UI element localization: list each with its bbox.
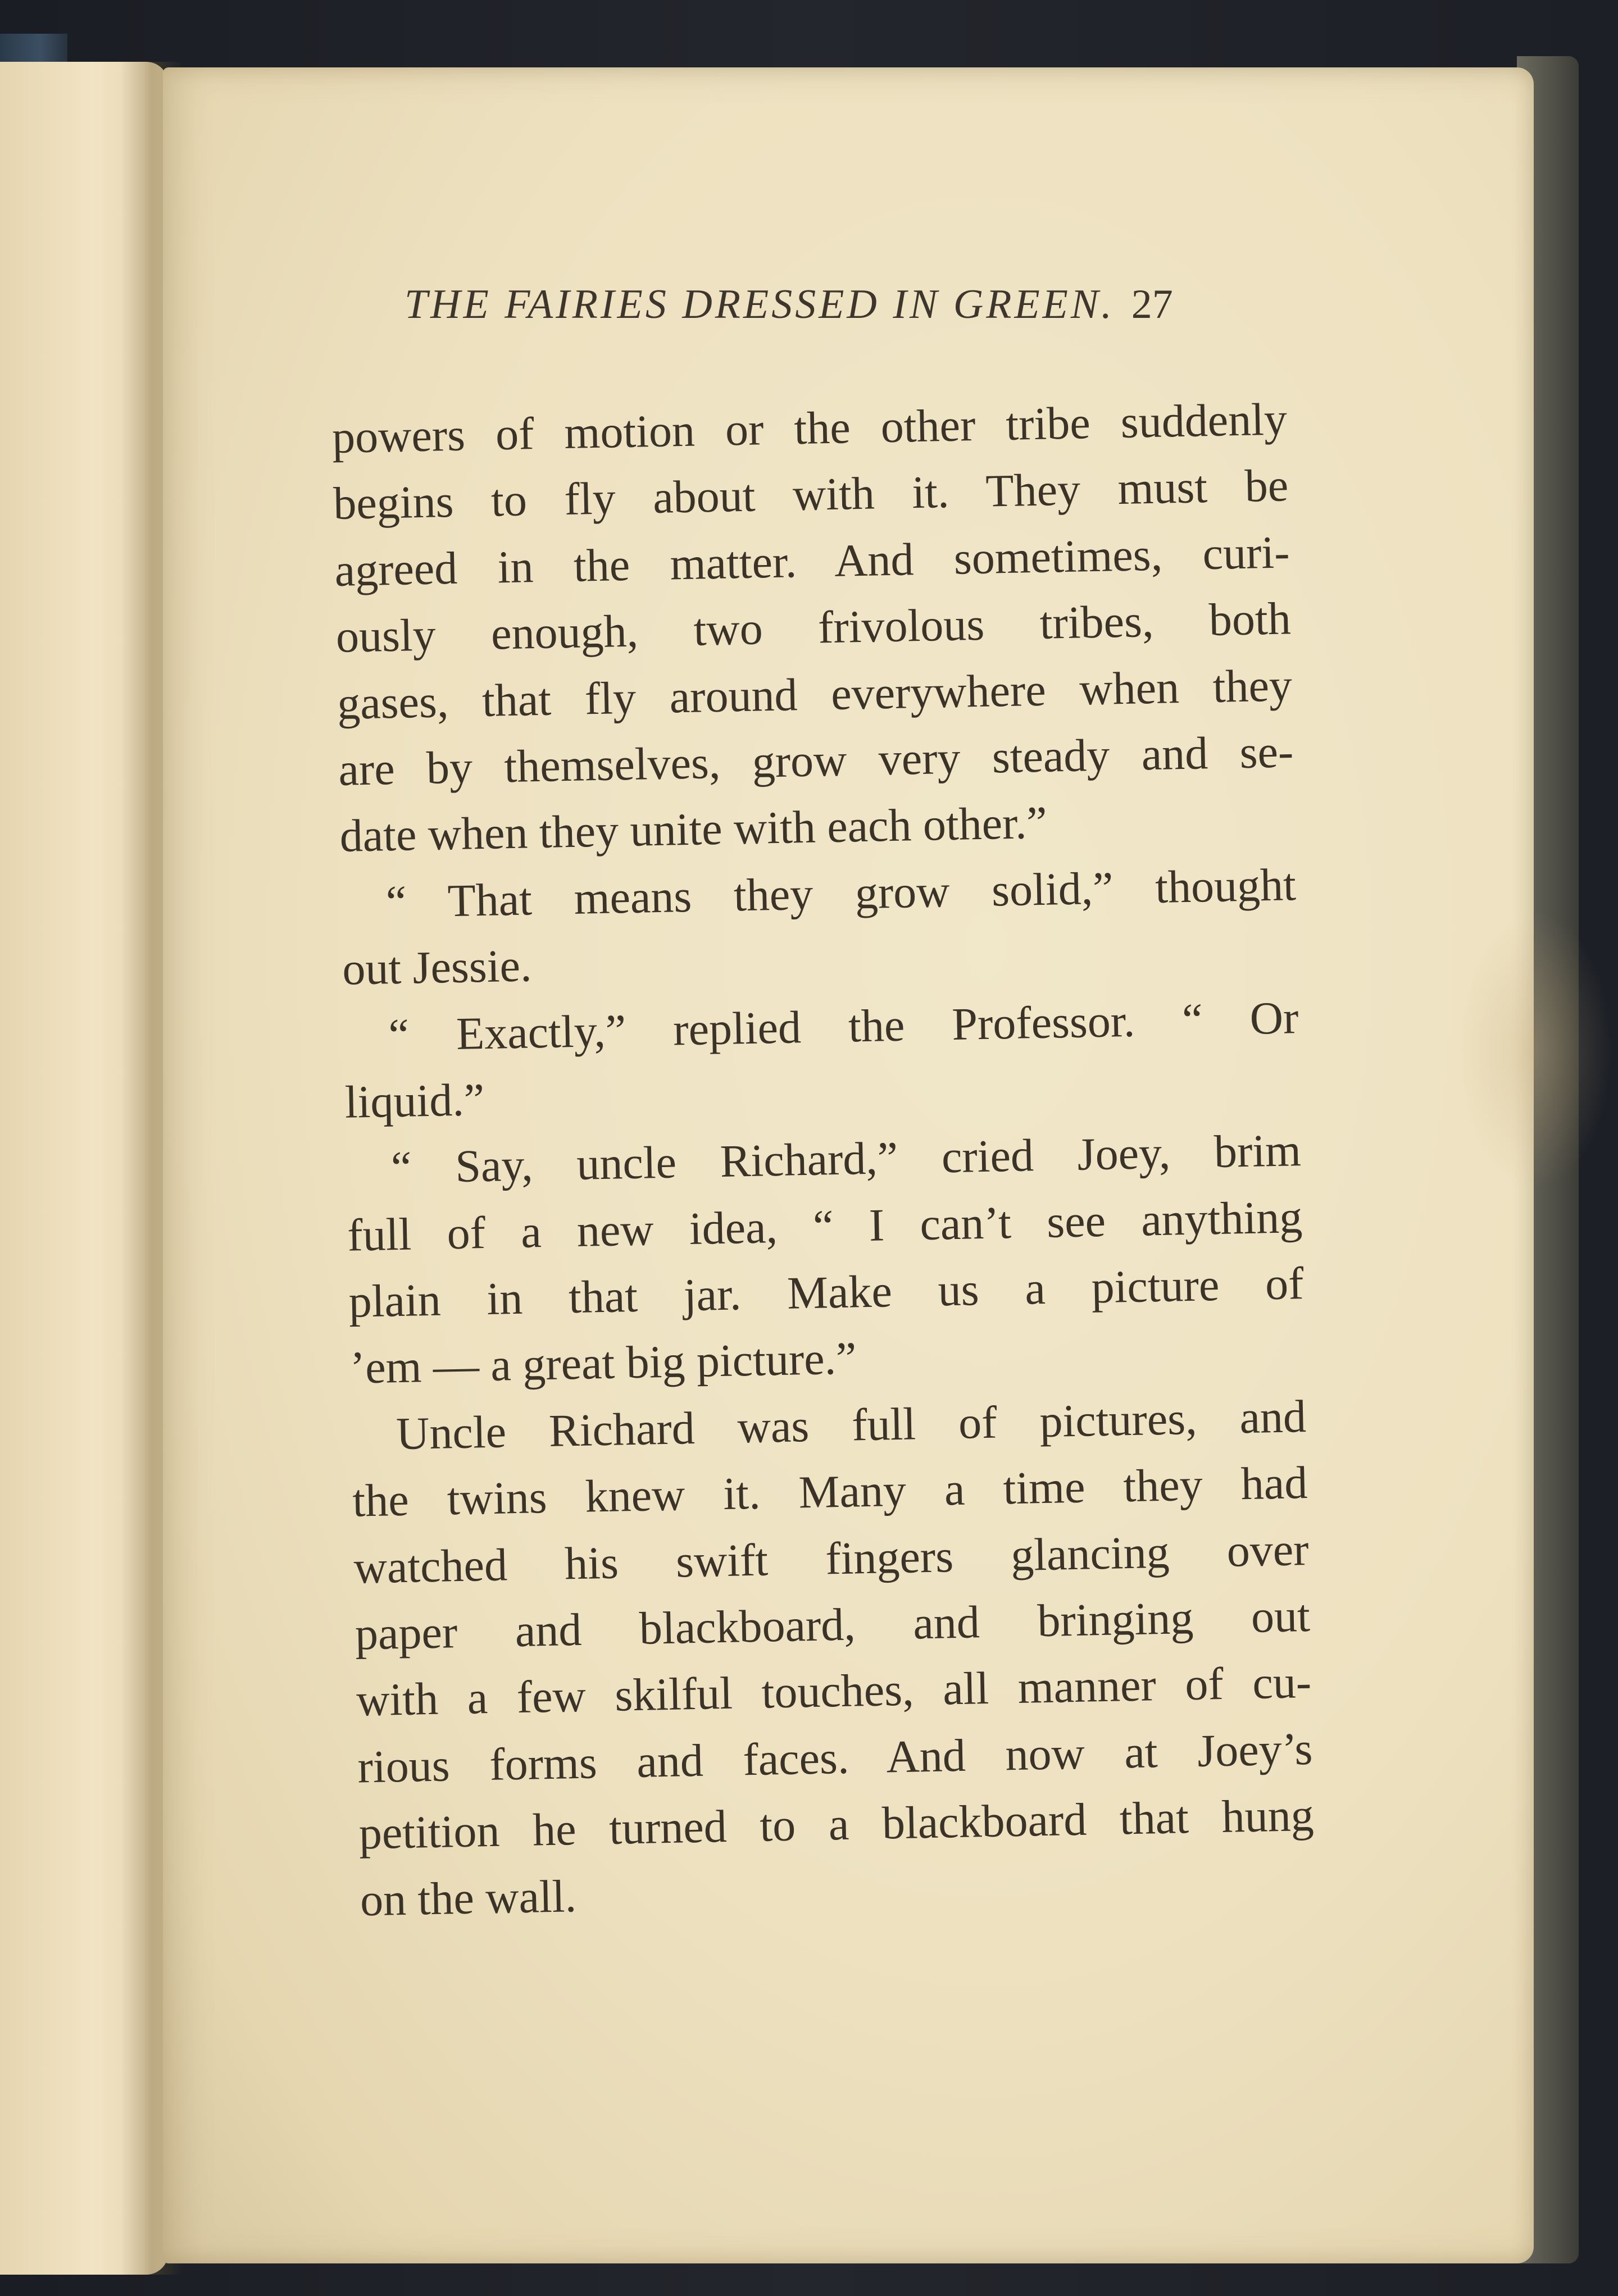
text-line: “ Say, uncle Richard,” cried Joey, brim [390, 1124, 1302, 1193]
text-line: liquid.” [344, 1073, 485, 1128]
text-line: with a few skilful touches, all manner of cu- [356, 1656, 1312, 1726]
text-line: are by themselves, grow very steady and se- [338, 726, 1294, 795]
text-line: ’em — a great big picture.” [349, 1332, 857, 1394]
text-line: agreed in the matter. And sometimes, curi- [334, 526, 1290, 596]
text-line: out Jessie. [342, 940, 533, 995]
running-head-title: THE FAIRIES DRESSED IN GREEN. [404, 281, 1115, 327]
text-line: Uncle Richard was full of pictures, and [396, 1390, 1307, 1459]
text-line: petition he turned to a blackboard that hung [358, 1789, 1315, 1859]
paper-stain [1455, 910, 1612, 1191]
text-line: date when they unite with each other.” [339, 797, 1048, 862]
text-line: watched his swift fingers glancing over [353, 1523, 1310, 1593]
text-line: begins to fly about with it. They must be [333, 459, 1289, 530]
body-text [331, 386, 1316, 1933]
text-line: full of a new idea, “ I can’t see anything [347, 1191, 1303, 1261]
text-line: gases, that fly around everywhere when they [337, 659, 1293, 729]
text-line: powers of motion or the other tribe suddenly [331, 393, 1288, 463]
text-line: plain in that jar. Make us a picture of [348, 1258, 1305, 1327]
page-number: 27 [1131, 281, 1173, 327]
text-line: rious forms and faces. And now at Joey’s [357, 1723, 1314, 1793]
text-line: ously enough, two frivolous tribes, both [335, 593, 1292, 663]
text-line: “ Exactly,” replied the Professor. “ Or [388, 991, 1299, 1060]
text-line: “ That means they grow solid,” thought [385, 858, 1297, 928]
text-line: on the wall. [360, 1870, 577, 1926]
text-line: the twins knew it. Many a time they had [352, 1457, 1308, 1527]
text-line: paper and blackboard, and bringing out [354, 1590, 1311, 1660]
running-head [404, 281, 1292, 329]
